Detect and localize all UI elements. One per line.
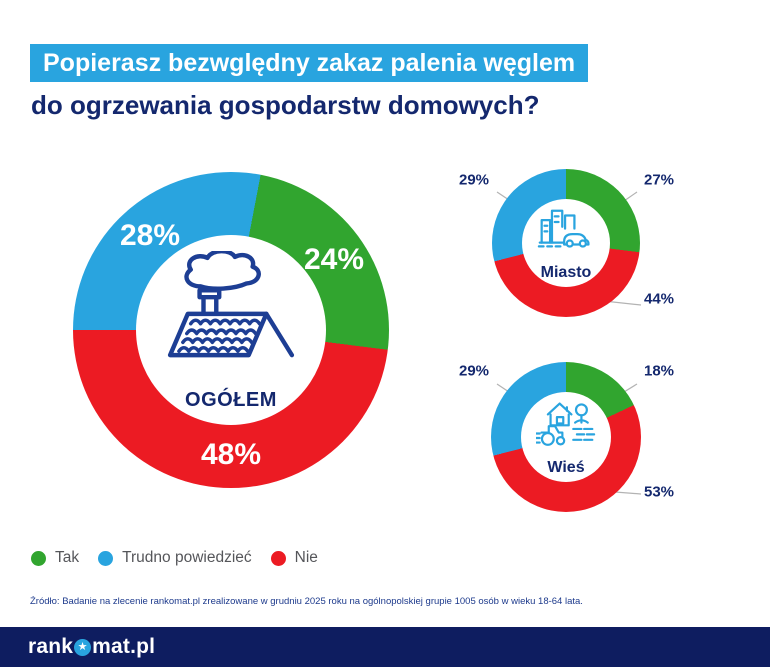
legend-dot-blue: [98, 551, 113, 566]
donut-chart-miasto: [492, 169, 640, 317]
star-icon: ★: [74, 639, 91, 656]
chart-title-miasto: Miasto: [540, 264, 592, 281]
chart-title-wies: Wieś: [547, 459, 585, 476]
logo-text-prefix: rank: [28, 635, 74, 658]
legend-label: Tak: [55, 549, 80, 566]
rankomat-logo: [28, 635, 155, 659]
footer-bar: [0, 627, 770, 667]
title-line-2: do ogrzewania gospodarstw domowych?: [31, 90, 540, 120]
legend-label: Trudno powiedzieć: [122, 549, 252, 566]
legend-item-tak: [31, 549, 79, 567]
slice-label-wies-tak: 18%: [643, 362, 675, 380]
legend-dot-red: [271, 551, 286, 566]
slice-label-ogolem-nie: 48%: [200, 438, 262, 471]
slice-label-ogolem-tak: 24%: [303, 243, 365, 276]
legend-label: Nie: [294, 549, 318, 566]
title-line-1: Popierasz bezwględny zakaz palenia węglem: [43, 48, 576, 77]
legend-item-trudno: [98, 549, 252, 567]
source-note: Źródło: Badanie na zlecenie rankomat.pl zrealizowane w grudniu 2025 roku na ogólnopolskiej grupie 1005 osób w wieku 18-64 lata.: [30, 596, 583, 607]
slice-label-wies-nie: 53%: [643, 483, 675, 501]
legend-item-nie: [271, 549, 318, 567]
chart-title-ogolem: OGÓŁEM: [185, 389, 277, 411]
donut-hole-miasto: [522, 199, 610, 287]
village-house-tractor-icon: [536, 399, 596, 448]
slice-label-miasto-trudno: 29%: [458, 171, 490, 189]
legend-dot-green: [31, 551, 46, 566]
logo-text-suffix: mat.pl: [92, 635, 156, 658]
donut-chart-ogolem: [73, 172, 389, 488]
donut-hole-wies: [521, 392, 611, 482]
city-buildings-car-icon: [537, 206, 595, 253]
slice-label-miasto-nie: 44%: [643, 290, 675, 308]
donut-chart-wies: [491, 362, 641, 512]
title-banner: [30, 44, 588, 82]
roof-chimney-smoke-icon: [167, 251, 295, 361]
donut-hole-ogolem: [136, 235, 326, 425]
slice-label-miasto-tak: 27%: [643, 171, 675, 189]
slice-label-wies-trudno: 29%: [458, 362, 490, 380]
slice-label-ogolem-trudno: 28%: [119, 219, 181, 252]
legend: [31, 549, 318, 567]
